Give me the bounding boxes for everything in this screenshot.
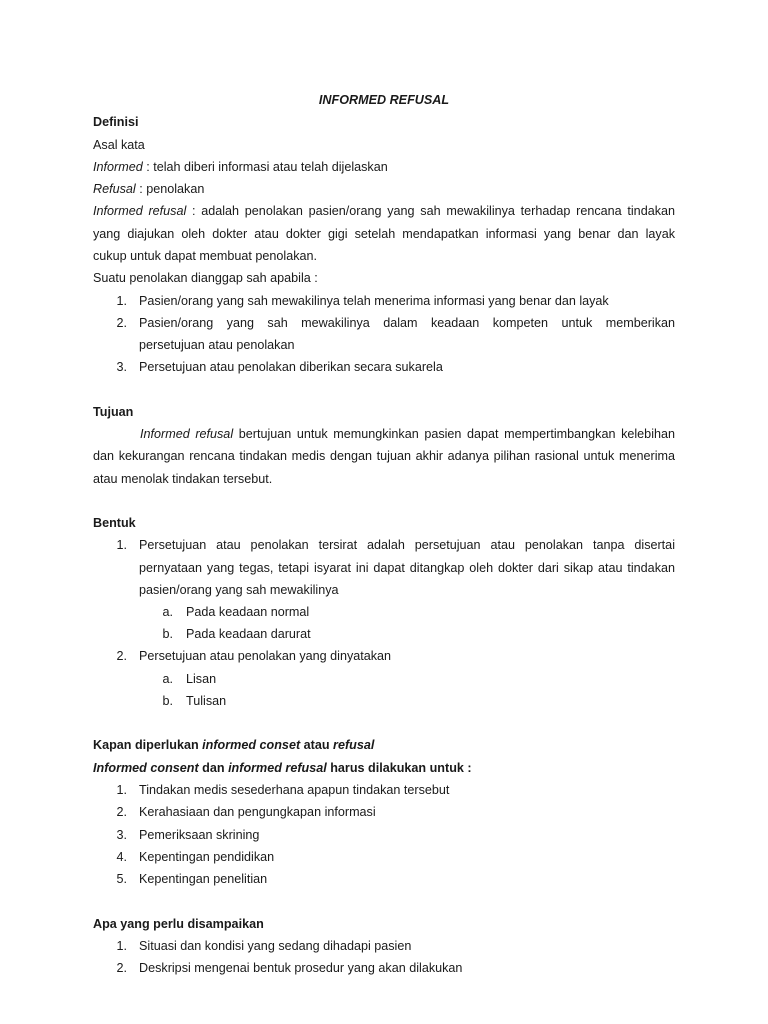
kapan-heading-part: atau: [300, 738, 334, 752]
term-informed-refusal: Informed refusal: [140, 427, 234, 441]
document-title: INFORMED REFUSAL: [318, 93, 450, 107]
list-item-continuation: persetujuan atau penolakan: [139, 338, 295, 352]
list-item: Tindakan medis sesederhana apapun tindakan tersebut: [139, 783, 450, 797]
tujuan-paragraph-line-1: [140, 426, 675, 442]
list-number: 1.: [116, 538, 127, 552]
list-number: 5.: [116, 872, 127, 886]
definition-refusal-text: : penolakan: [135, 182, 205, 196]
list-number: 2.: [116, 805, 127, 819]
list-item: Pemeriksaan skrining: [139, 828, 260, 842]
sublist-letter: a.: [162, 672, 173, 686]
list-item: Persetujuan atau penolakan yang dinyatakan: [139, 649, 392, 663]
asal-kata-label: Asal kata: [93, 138, 145, 152]
list-item: Pasien/orang yang sah mewakilinya dalam keadaan kompeten untuk memberikan: [139, 316, 675, 330]
kapan-heading-part: Kapan diperlukan: [93, 738, 203, 752]
term-refusal: Refusal: [93, 182, 136, 196]
sublist-item: Tulisan: [186, 694, 227, 708]
term-informed: Informed: [93, 160, 143, 174]
list-item: Deskripsi mengenai bentuk prosedur yang akan dilakukan: [139, 961, 463, 975]
tujuan-paragraph-line-3: atau menolak tindakan tersebut.: [93, 472, 273, 486]
definition-informed-refusal-line-1: [93, 203, 675, 219]
list-number: 2.: [116, 649, 127, 663]
list-item: Kepentingan penelitian: [139, 872, 268, 886]
list-number: 4.: [116, 850, 127, 864]
list-number: 1.: [116, 939, 127, 953]
section-heading-kapan: [93, 737, 374, 753]
list-item: Kepentingan pendidikan: [139, 850, 275, 864]
sublist-item: Lisan: [186, 672, 217, 686]
list-number: 1.: [116, 783, 127, 797]
definition-informed: [93, 159, 388, 175]
kapan-heading-term: informed conset: [202, 738, 301, 752]
section-heading-tujuan: Tujuan: [93, 405, 134, 419]
list-number: 3.: [116, 360, 127, 374]
list-number: 1.: [116, 294, 127, 308]
kapan-subheading-term: informed refusal: [228, 761, 327, 775]
sublist-letter: b.: [162, 627, 173, 641]
tujuan-paragraph-line-2: dan kekurangan rencana tindakan medis dengan tujuan akhir adanya pilihan rasional untuk menerima: [93, 449, 675, 463]
list-item: Persetujuan atau penolakan tersirat adalah persetujuan atau penolakan tanpa disertai: [139, 538, 675, 552]
sah-intro: Suatu penolakan dianggap sah apabila :: [93, 271, 318, 285]
section-heading-apa: Apa yang perlu disampaikan: [93, 917, 264, 931]
section-heading-definisi: Definisi: [93, 115, 139, 129]
section-heading-bentuk: Bentuk: [93, 516, 136, 530]
kapan-heading-term: refusal: [333, 738, 375, 752]
list-item-continuation: pernyataan yang tegas, tetapi isyarat ini dapat ditangkap oleh dokter dari sikap atau tindakan: [139, 561, 675, 575]
sublist-item: Pada keadaan normal: [186, 605, 310, 619]
tujuan-text-1: bertujuan untuk memungkinkan pasien dapat mempertimbangkan kelebihan: [233, 427, 676, 441]
list-item: Situasi dan kondisi yang sedang dihadapi pasien: [139, 939, 412, 953]
list-item: Persetujuan atau penolakan diberikan secara sukarela: [139, 360, 443, 374]
kapan-subheading-part: harus dilakukan untuk :: [326, 761, 472, 775]
term-informed-refusal: Informed refusal: [93, 204, 187, 218]
definition-refusal: [93, 181, 204, 197]
list-number: 3.: [116, 828, 127, 842]
definition-informed-text: : telah diberi informasi atau telah dijelaskan: [142, 160, 388, 174]
kapan-subheading-part: dan: [198, 761, 229, 775]
sublist-letter: b.: [162, 694, 173, 708]
kapan-subheading: [93, 760, 472, 776]
definition-informed-refusal-line-2: yang diajukan oleh dokter atau dokter gigi setelah mendapatkan informasi yang benar dan layak: [93, 227, 675, 241]
sublist-letter: a.: [162, 605, 173, 619]
list-item-continuation: pasien/orang yang sah mewakilinya: [139, 583, 339, 597]
definition-ir-text-1: : adalah penolakan pasien/orang yang sah mewakilinya terhadap rencana tindakan: [186, 204, 676, 218]
kapan-subheading-term: Informed consent: [93, 761, 199, 775]
sublist-item: Pada keadaan darurat: [186, 627, 311, 641]
list-number: 2.: [116, 316, 127, 330]
list-item: Pasien/orang yang sah mewakilinya telah menerima informasi yang benar dan layak: [139, 294, 609, 308]
list-number: 2.: [116, 961, 127, 975]
definition-informed-refusal-line-3: cukup untuk dapat membuat penolakan.: [93, 249, 318, 263]
list-item: Kerahasiaan dan pengungkapan informasi: [139, 805, 376, 819]
